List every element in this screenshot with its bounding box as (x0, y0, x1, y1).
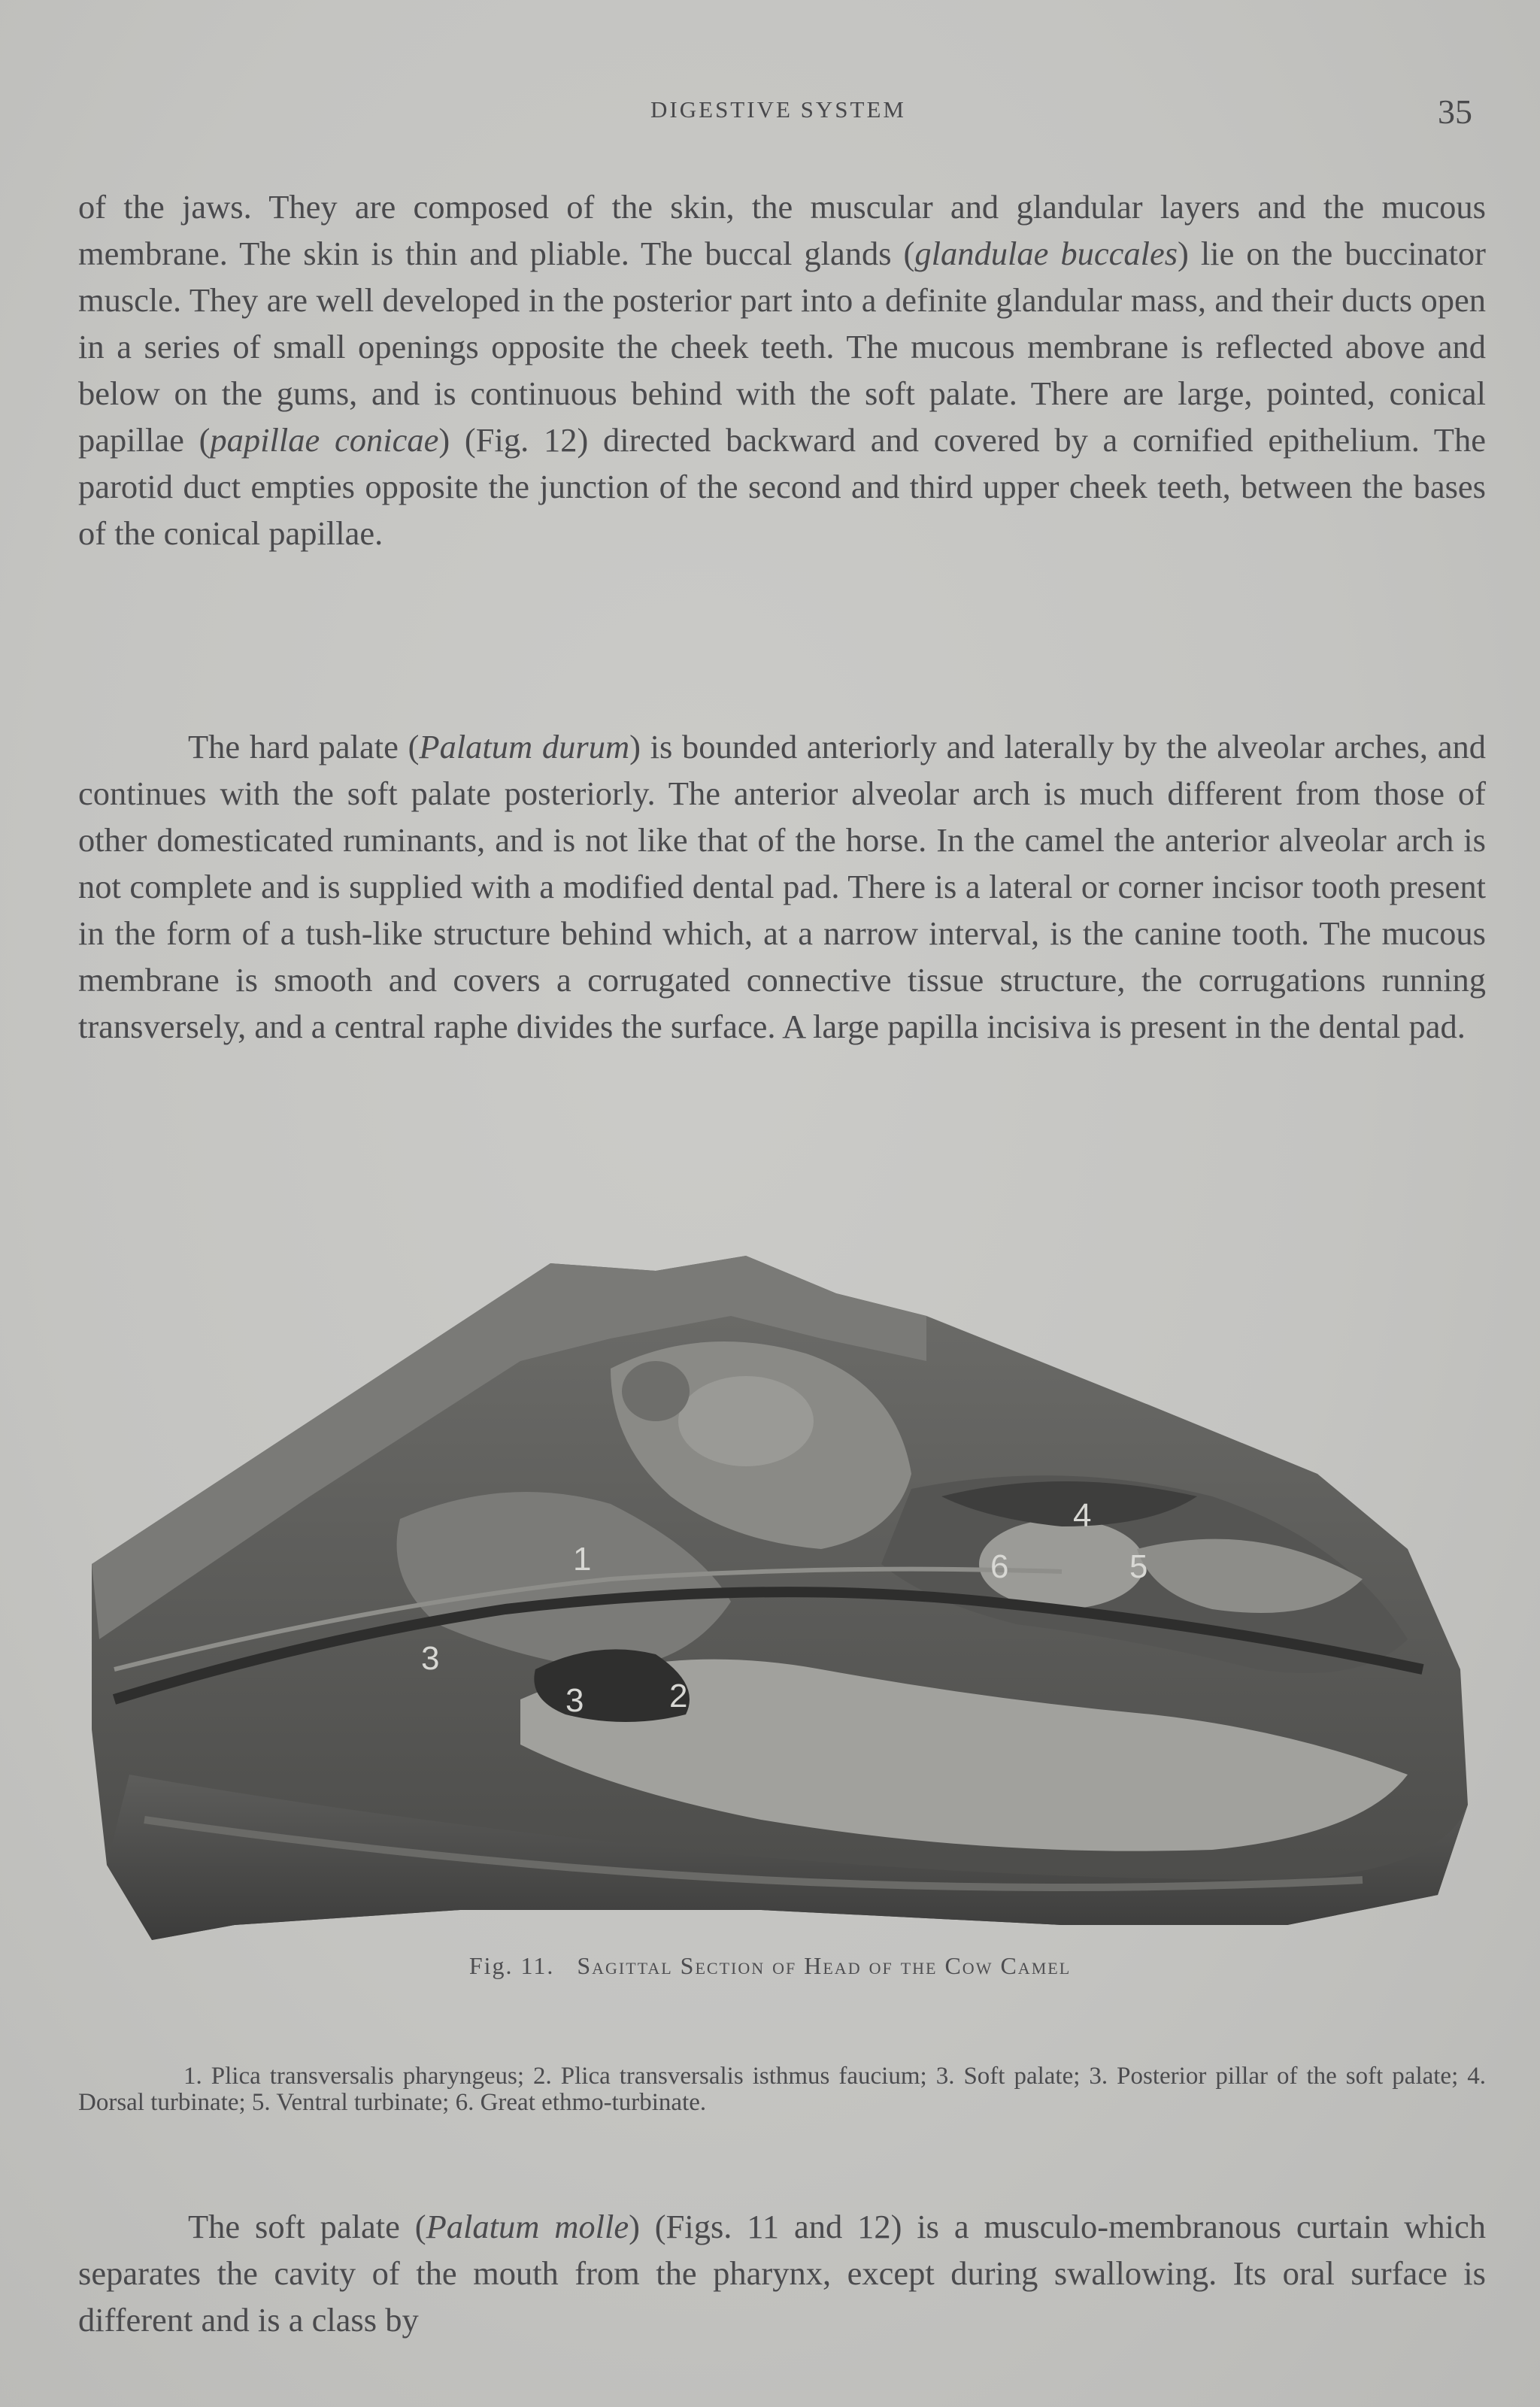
label-6: 6 (990, 1548, 1009, 1585)
para1-text-c: ) (Fig. 12) directed backward and covered by a cornified epithelium. The parotid duct empties opposite the junction of the second and third upper cheek teeth, between the bases of the conical papillae. (78, 421, 1486, 552)
figure-title: Sagittal Section of Head of the Cow Camel (577, 1952, 1072, 1979)
para2-text-pre: The hard palate ( (188, 728, 420, 765)
para3-text-post: ) (Figs. 11 and 12) is a musculo-membranous curtain which separates the cavity of the mouth from the pharynx, except during swallowing. Its oral surface is different and is a class by (78, 2208, 1486, 2339)
figure-legend: 1. Plica transversalis pharyngeus; 2. Plica transversalis isthmus faucium; 3. Soft palate; 3. Posterior pillar of the soft palate; 4. Dorsal turbinate; 5. Ventral turbinate; 6. Great ethmo-turbinate. (78, 2063, 1486, 2116)
sagittal-section-illustration (84, 1248, 1475, 1970)
para1-text-b: ) lie on the buccinator muscle. They are well developed in the posterior part into a definite glandular mass, and their ducts open in a series of small openings opposite the cheek teeth. The mucous membrane is reflected above and below on the gums, and is continuous behind with the soft palate. There are large, pointed, conical papillae ( (78, 235, 1486, 459)
label-1: 1 (573, 1541, 592, 1578)
running-head (0, 92, 1540, 134)
cerebral-fold (678, 1376, 814, 1466)
cerebellum (622, 1361, 690, 1421)
term-palatum-molle: Palatum molle (426, 2208, 629, 2245)
label-2: 2 (669, 1678, 688, 1714)
running-title: DIGESTIVE SYSTEM (650, 96, 906, 123)
figure-number: Fig. 11. (468, 1952, 555, 1979)
term-papillae-conicae: papillae conicae (210, 421, 439, 459)
label-3-soft-palate: 3 (421, 1640, 440, 1677)
figure-sagittal-section (84, 1248, 1475, 1970)
label-5: 5 (1129, 1548, 1148, 1585)
label-4: 4 (1073, 1497, 1092, 1534)
paragraph-soft-palate (78, 2203, 1486, 2343)
term-palatum-durum: Palatum durum (419, 728, 630, 765)
para2-text-post: ) is bounded anteriorly and laterally by the alveolar arches, and continues with the soft palate posteriorly. The anterior alveolar arch is much different from those of other domesticated ruminants, and is not like that of the horse. In the camel the anterior alveolar arch is not complete and is supplied with a modified dental pad. There is a lateral or corner incisor tooth present in the form of a tush-like structure behind which, at a narrow interval, is the canine tooth. The mucous membrane is smooth and covers a corrugated connective tissue structure, the corrugations running transversely, and a central raphe divides the surface. A large papilla incisiva is present in the dental pad. (78, 728, 1486, 1045)
page-number: 35 (1438, 92, 1472, 131)
para3-text-pre: The soft palate ( (188, 2208, 426, 2245)
term-glandulae-buccales: glandulae buccales (914, 235, 1178, 272)
para1-text-a: of the jaws. They are composed of the skin, the muscular and glandular layers and the mucous membrane. The skin is thin and pliable. The buccal glands ( (78, 188, 1486, 272)
paragraph-cheeks (78, 183, 1486, 556)
label-3-posterior-pillar: 3 (565, 1682, 584, 1719)
figure-caption (0, 1952, 1540, 1980)
paragraph-hard-palate (78, 723, 1486, 1050)
